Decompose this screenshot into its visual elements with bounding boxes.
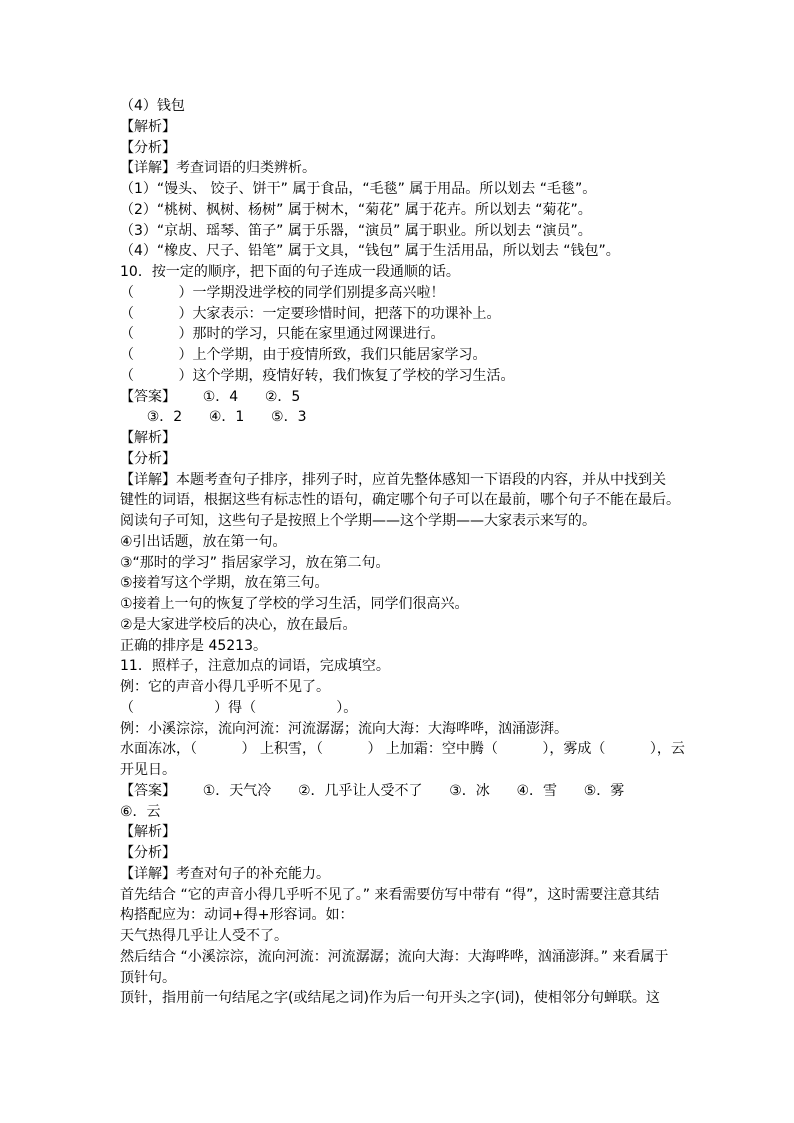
answer-line: ③．2 ④．1 ⑤．3 xyxy=(120,409,307,426)
text-line: ④引出话题，放在第一句。 xyxy=(120,533,287,550)
text-line: （1）“馒头、 饺子、饼干” 属于食品，“毛毯” 属于用品。所以划去 “毛毯”。 xyxy=(120,181,597,197)
sentence-item: （ ）上个学期，由于疫情所致，我们只能居家学习。 xyxy=(120,347,487,363)
section-tag-jiexi: 【解析】 xyxy=(120,430,176,446)
text-line: 顶针，指用前一句结尾之字(或结尾之词)作为后一句开头之字(词)，使相邻分句蝉联。这 xyxy=(120,990,660,1007)
text-line: （4）钱包 xyxy=(120,98,185,114)
answer-line: 【答案】 ①．4 ②．5 xyxy=(120,388,301,405)
example-line: 例：它的声音小得几乎听不见了。 xyxy=(120,679,330,695)
text-line: （3）“京胡、瑶琴、笛子” 属于乐器，“演员” 属于职业。所以划去 “演员”。 xyxy=(120,222,592,239)
text-line: ②是大家进学校后的决心，放在最后。 xyxy=(120,616,357,633)
sentence-item: （ ）这个学期，疫情好转，我们恢复了学校的学习生活。 xyxy=(120,367,515,384)
text-line: 顶针句。 xyxy=(120,969,176,986)
question-10-title: 10．按一定的顺序，把下面的句子连成一段通顺的话。 xyxy=(120,264,460,280)
section-tag-fenxi: 【分析】 xyxy=(120,450,176,467)
text-line: ⑤接着写这个学期，放在第三句。 xyxy=(120,575,329,592)
text-line: 天气热得几乎让人受不了。 xyxy=(120,928,288,944)
section-tag-fenxi: 【分析】 xyxy=(120,845,176,861)
text-line: ①接着上一句的恢复了学校的学习生活，同学们很高兴。 xyxy=(120,596,469,612)
text-line: 阅读句子可知，这些句子是按照上个学期——这个学期——大家表示来写的。 xyxy=(120,513,596,529)
text-line: 然后结合 “小溪淙淙，流向河流：河流潺潺；流向大海：大海哗哗，汹涌澎湃。” 来看属于 xyxy=(120,948,669,965)
text-line: 构搭配应为：动词+得+形容词。如： xyxy=(120,907,354,924)
text-line: 开见日。 xyxy=(120,762,176,778)
answer-line: 【答案】 ①．天气冷 ②．几乎让人受不了 ③．冰 ④．雪 ⑤．雾 xyxy=(120,782,625,799)
document-body xyxy=(120,96,685,1009)
answer-line: ⑥．云 xyxy=(120,803,161,820)
section-tag-fenxi: 【分析】 xyxy=(120,139,176,156)
section-tag-jiexi: 【解析】 xyxy=(120,824,176,841)
text-line: （2）“桃树、枫树、杨树” 属于树木，“菊花” 属于花卉。所以划去 “菊花”。 xyxy=(120,201,592,218)
text-line: ③“那时的学习” 指居家学习，放在第二句。 xyxy=(120,554,390,571)
example-line: 例：小溪淙淙，流向河流：河流潺潺；流向大海：大海哗哗，汹涌澎湃。 xyxy=(120,720,568,737)
section-tag-xiangjie: 【详解】考查词语的归类辨析。 xyxy=(120,160,316,177)
text-line: 【详解】本题考查句子排序，排列子时，应首先整体感知一下语段的内容，并从中找到关 xyxy=(120,471,666,488)
text-line: （4）“橡皮、尺子、铅笔” 属于文具，“钱包” 属于生活用品，所以划去 “钱包”。 xyxy=(120,243,620,260)
text-line: 正确的排序是 45213。 xyxy=(120,637,267,654)
question-11-title: 11．照样子，注意加点的词语，完成填空。 xyxy=(120,658,390,675)
section-tag-jiexi: 【解析】 xyxy=(120,118,176,135)
sentence-item: （ ）那时的学习，只能在家里通过网课进行。 xyxy=(120,326,445,343)
fill-blank-line: 水面冻冰，（ ） 上积雪，（ ） 上加霜：空中腾（ ），雾成（ ），云 xyxy=(120,741,685,758)
sentence-item: （ ）一学期没进学校的同学们别提多高兴啦！ xyxy=(120,284,445,301)
text-line: 键性的词语，根据这些有标志性的语句，确定哪个句子可以在最前，哪个句子不能在最后。 xyxy=(120,492,680,509)
sentence-item: （ ）大家表示：一定要珍惜时间，把落下的功课补上。 xyxy=(120,305,501,322)
text-line: 首先结合 “它的声音小得几乎听不见了。” 来看需要仿写中带有 “得”，这时需要注意其结 xyxy=(120,886,660,903)
fill-blank-line: （ ）得（ ）。 xyxy=(120,699,358,716)
section-tag-xiangjie: 【详解】考查对句子的补充能力。 xyxy=(120,865,330,882)
